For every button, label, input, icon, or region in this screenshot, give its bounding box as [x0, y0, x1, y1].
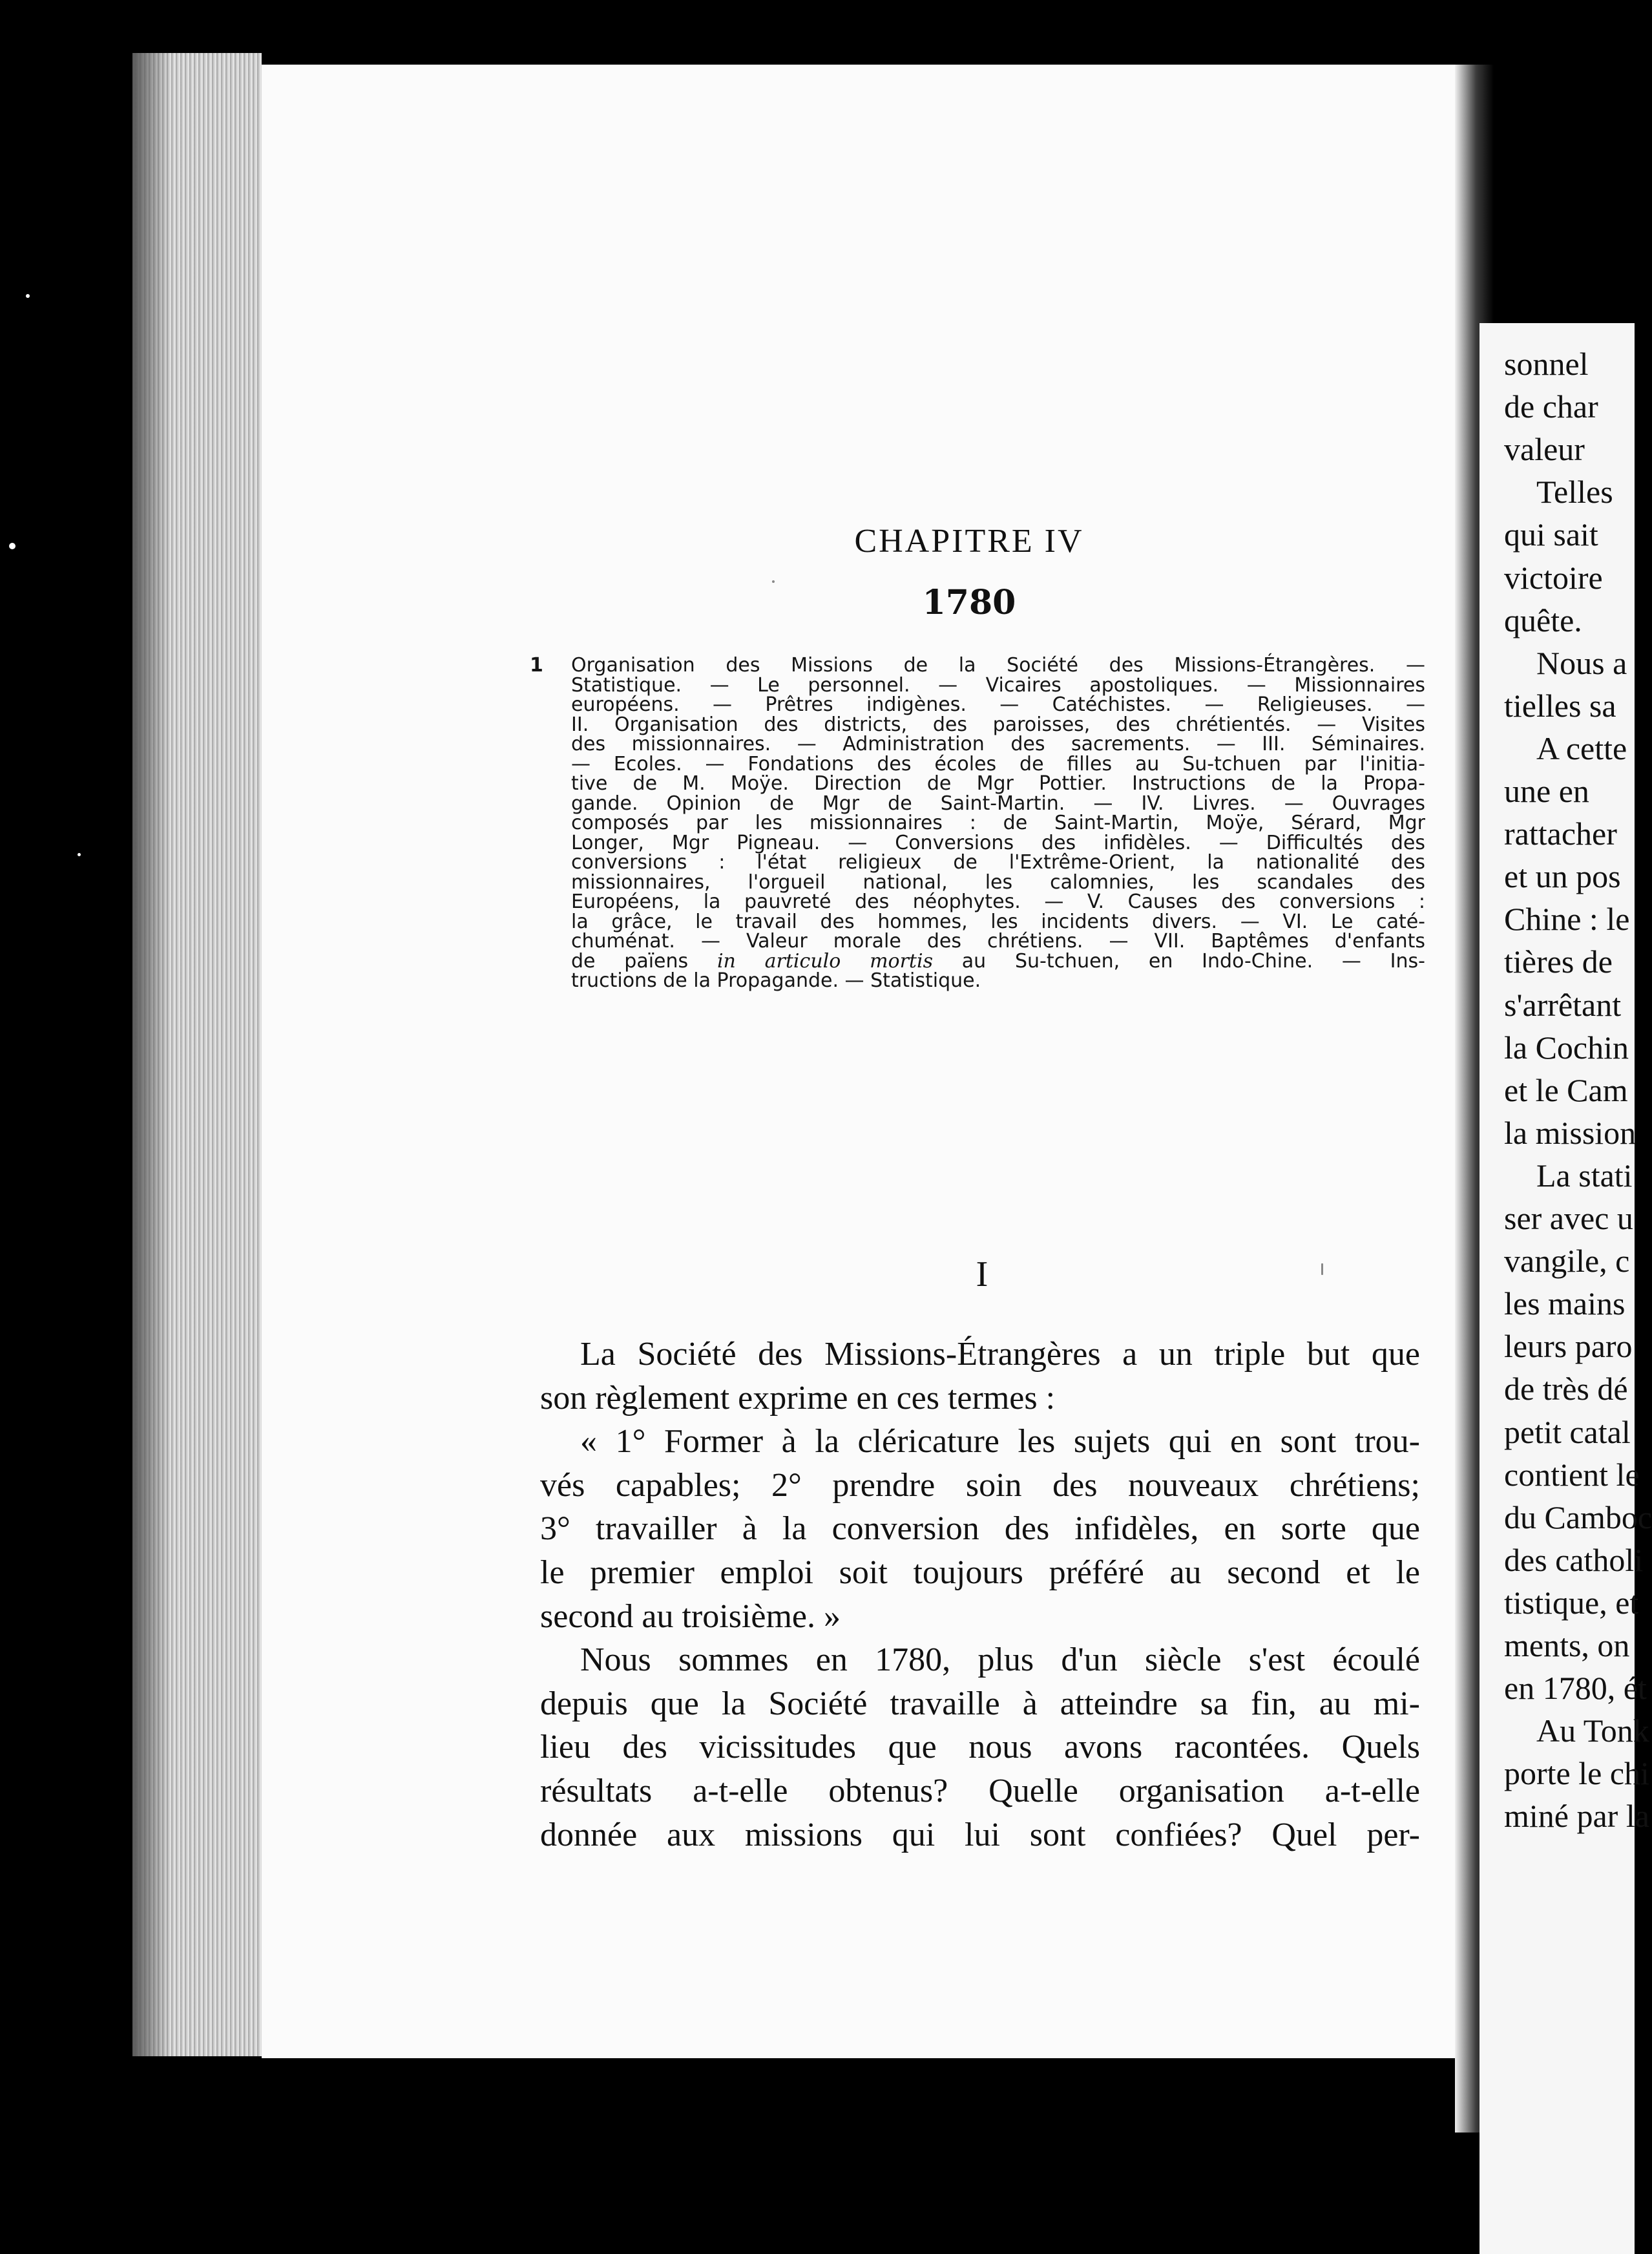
summary-line: gande. Opinion de Mgr de Saint-Martin. — IV. Livres. — Ouvrages	[571, 792, 1425, 815]
body-line: depuis que la Société travaille à atteindre sa fin, au mi-	[540, 1685, 1420, 1722]
body-line: résultats a-t-elle obtenus? Quelle organisation a-t-elle	[540, 1772, 1420, 1809]
latin-phrase: in articulo mortis	[716, 949, 933, 973]
facing-page-line: victoire	[1504, 559, 1603, 596]
summary-line: Longer, Mgr Pigneau. — Conversions des infidèles. — Difficultés des	[571, 831, 1425, 854]
facing-page-line: ser avec u	[1504, 1200, 1633, 1236]
section-number: I	[976, 1254, 988, 1294]
summary-line: Européens, la pauvreté des néophytes. — V. Causes des conversions :	[571, 890, 1425, 913]
summary-line: conversions : l'état religieux de l'Extrême-Orient, la nationalité des	[571, 851, 1425, 874]
summary-line-with-italic	[571, 949, 1425, 973]
facing-page-line: Nous a	[1536, 644, 1627, 681]
summary-text: de païens	[571, 949, 717, 973]
scan-speck	[78, 853, 81, 856]
facing-page-line: en 1780, ét	[1504, 1670, 1647, 1707]
facing-page-line: tielles sa	[1504, 687, 1616, 724]
facing-page-line: une en	[1504, 773, 1589, 809]
facing-page-line: Chine : le	[1504, 901, 1630, 938]
summary-line: II. Organisation des districts, des paroisses, des chrétientés. — Visites	[571, 713, 1425, 736]
facing-page-line: s'arrêtant	[1504, 986, 1622, 1023]
facing-page-line: leurs paro	[1504, 1328, 1633, 1365]
facing-page-line: la Cochin	[1504, 1029, 1629, 1066]
body-line: vés capables; 2° prendre soin des nouveaux chrétiens;	[540, 1466, 1420, 1504]
summary-line: la grâce, le travail des hommes, les incidents divers. — VI. Le caté-	[571, 910, 1425, 933]
body-line: second au troisième. »	[540, 1597, 841, 1635]
scan-speck	[9, 543, 16, 549]
body-line: Nous sommes en 1780, plus d'un siècle s'est écoulé	[580, 1641, 1420, 1679]
facing-page-line: porte le chi	[1504, 1755, 1649, 1792]
body-line: son règlement exprime en ces termes :	[540, 1379, 1056, 1417]
body-line: le premier emploi soit toujours préféré au second et le	[540, 1554, 1420, 1591]
facing-page-line: de char	[1504, 388, 1598, 425]
facing-page-line: Telles	[1536, 474, 1613, 511]
body-line: La Société des Missions-Étrangères a un triple but que	[580, 1336, 1420, 1373]
body-line: donnée aux missions qui lui sont confiées? Quel per-	[540, 1816, 1420, 1853]
summary-line: Statistique. — Le personnel. — Vicaires apostoliques. — Missionnaires	[571, 673, 1425, 697]
chapter-title: CHAPITRE IV	[854, 523, 1084, 560]
facing-page-line: et le Cam	[1504, 1071, 1628, 1108]
summary-line: chuménat. — Valeur morale des chrétiens. — VII. Baptêmes d'enfants	[571, 930, 1425, 953]
facing-page-line: ments, on	[1504, 1627, 1630, 1663]
facing-page-line: qui sait	[1504, 516, 1598, 553]
facing-page-line: tières de	[1504, 943, 1613, 980]
summary-line: européens. — Prêtres indigènes. — Catéchistes. — Religieuses. —	[571, 693, 1425, 716]
chapter-year: 1780	[922, 583, 1016, 622]
summary-number: 1	[530, 654, 543, 677]
facing-page-line: les mains	[1504, 1285, 1626, 1322]
facing-page-line: petit catal	[1504, 1413, 1631, 1450]
chapter-summary	[571, 656, 1425, 991]
summary-line: tructions de la Propagande. — Statistique.	[571, 969, 981, 992]
facing-page-line: des catholi	[1504, 1541, 1644, 1578]
facing-page-line: contient le	[1504, 1456, 1640, 1493]
body-line: lieu des vicissitudes que nous avons racontées. Quels	[540, 1729, 1420, 1766]
facing-page-line: valeur	[1504, 431, 1585, 468]
body-text	[540, 1332, 1420, 1857]
summary-text: au Su-tchuen, en Indo-Chine. — Ins-	[932, 949, 1425, 973]
facing-page	[1479, 323, 1652, 2254]
facing-page-line: sonnel	[1504, 346, 1589, 382]
facing-page-line: A cette	[1536, 730, 1627, 766]
summary-line: tive de M. Moÿe. Direction de Mgr Pottier. Instructions de la Propa-	[571, 772, 1425, 795]
facing-page-line: de très dé	[1504, 1371, 1628, 1407]
summary-line: missionnaires, l'orgueil national, les calomnies, les scandales des	[571, 870, 1425, 894]
facing-page-line: quête.	[1504, 602, 1582, 638]
facing-page-line: tistique, et	[1504, 1584, 1639, 1621]
facing-page-line: Au Tonk	[1536, 1712, 1649, 1749]
summary-line: — Ecoles. — Fondations des écoles de filles au Su-tchuen par l'initia-	[571, 752, 1425, 775]
summary-line: Organisation des Missions de la Société des Missions-Étrangères. —	[571, 654, 1425, 677]
summary-line: des missionnaires. — Administration des sacrements. — III. Séminaires.	[571, 733, 1425, 755]
facing-page-line: vangile, c	[1504, 1243, 1630, 1280]
summary-line: composés par les missionnaires : de Saint-Martin, Moÿe, Sérard, Mgr	[571, 812, 1425, 834]
body-line: 3° travailler à la conversion des infidèles, en sorte que	[540, 1510, 1420, 1548]
facing-page-line: La stati	[1536, 1157, 1633, 1194]
page-edges-shadow	[132, 53, 171, 2056]
facing-page-line: miné par la	[1504, 1798, 1649, 1835]
facing-page-line: du Camboc	[1504, 1499, 1652, 1535]
ink-mark	[1321, 1263, 1323, 1275]
facing-page-line: et un pos	[1504, 858, 1621, 895]
scan-speck	[26, 294, 30, 298]
body-line: « 1° Former à la cléricature les sujets qui en sont trou-	[580, 1423, 1420, 1460]
facing-page-line: rattacher	[1504, 816, 1617, 852]
facing-page-line: la mission	[1504, 1114, 1636, 1151]
